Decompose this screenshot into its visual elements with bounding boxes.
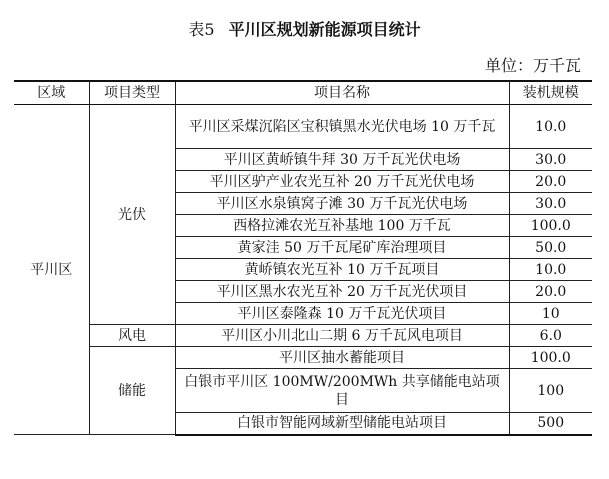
project-name: 西格拉滩农光互补基地 100 万千瓦 xyxy=(175,215,509,237)
table-title: 平川区规划新能源项目统计 xyxy=(228,20,421,39)
project-name: 黄峤镇农光互补 10 万千瓦项目 xyxy=(175,259,509,281)
project-capacity: 500 xyxy=(509,413,592,435)
project-capacity: 10.0 xyxy=(509,105,592,149)
header-region: 区域 xyxy=(14,81,89,105)
header-type: 项目类型 xyxy=(89,81,175,105)
project-capacity: 100 xyxy=(509,369,592,413)
region-cell: 平川区 xyxy=(14,105,89,435)
header-capacity: 装机规模 xyxy=(509,81,592,105)
header-name: 项目名称 xyxy=(175,81,509,105)
project-capacity: 30.0 xyxy=(509,149,592,171)
project-capacity: 10 xyxy=(509,303,592,325)
project-name: 平川区小川北山二期 6 万千瓦风电项目 xyxy=(175,325,509,347)
type-cell-storage: 储能 xyxy=(89,347,175,435)
project-capacity: 6.0 xyxy=(509,325,592,347)
type-cell-wind: 风电 xyxy=(89,325,175,347)
table-row xyxy=(14,325,592,347)
project-capacity: 100.0 xyxy=(509,347,592,369)
project-name: 平川区水泉镇窝子滩 30 万千瓦光伏电场 xyxy=(175,193,509,215)
project-capacity: 100.0 xyxy=(509,215,592,237)
project-capacity: 20.0 xyxy=(509,171,592,193)
unit-label: 单位：万千瓦 xyxy=(484,56,581,75)
project-name: 平川区黑水农光互补 20 万千瓦光伏项目 xyxy=(175,281,509,303)
project-name: 平川区黄峤镇牛拜 30 万千瓦光伏电场 xyxy=(175,149,509,171)
table-caption xyxy=(0,20,609,40)
project-name: 黄家洼 50 万千瓦尾矿库治理项目 xyxy=(175,237,509,259)
project-table xyxy=(14,80,592,436)
project-name: 白银市智能网域新型储能电站项目 xyxy=(175,413,509,435)
project-name: 平川区采煤沉陷区宝积镇黑水光伏电场 10 万千瓦 xyxy=(175,105,509,149)
project-capacity: 30.0 xyxy=(509,193,592,215)
table-row xyxy=(14,347,592,369)
project-name: 白银市平川区 100MW/200MWh 共享储能电站项目 xyxy=(175,369,509,413)
project-capacity: 50.0 xyxy=(509,237,592,259)
type-cell-pv: 光伏 xyxy=(89,105,175,325)
project-name: 平川区驴产业农光互补 20 万千瓦光伏电场 xyxy=(175,171,509,193)
table-row xyxy=(14,105,592,149)
project-capacity: 10.0 xyxy=(509,259,592,281)
table-number: 表5 xyxy=(188,20,215,39)
header-row xyxy=(14,81,592,105)
project-name: 平川区抽水蓄能项目 xyxy=(175,347,509,369)
project-capacity: 20.0 xyxy=(509,281,592,303)
project-name: 平川区泰隆森 10 万千瓦光伏项目 xyxy=(175,303,509,325)
